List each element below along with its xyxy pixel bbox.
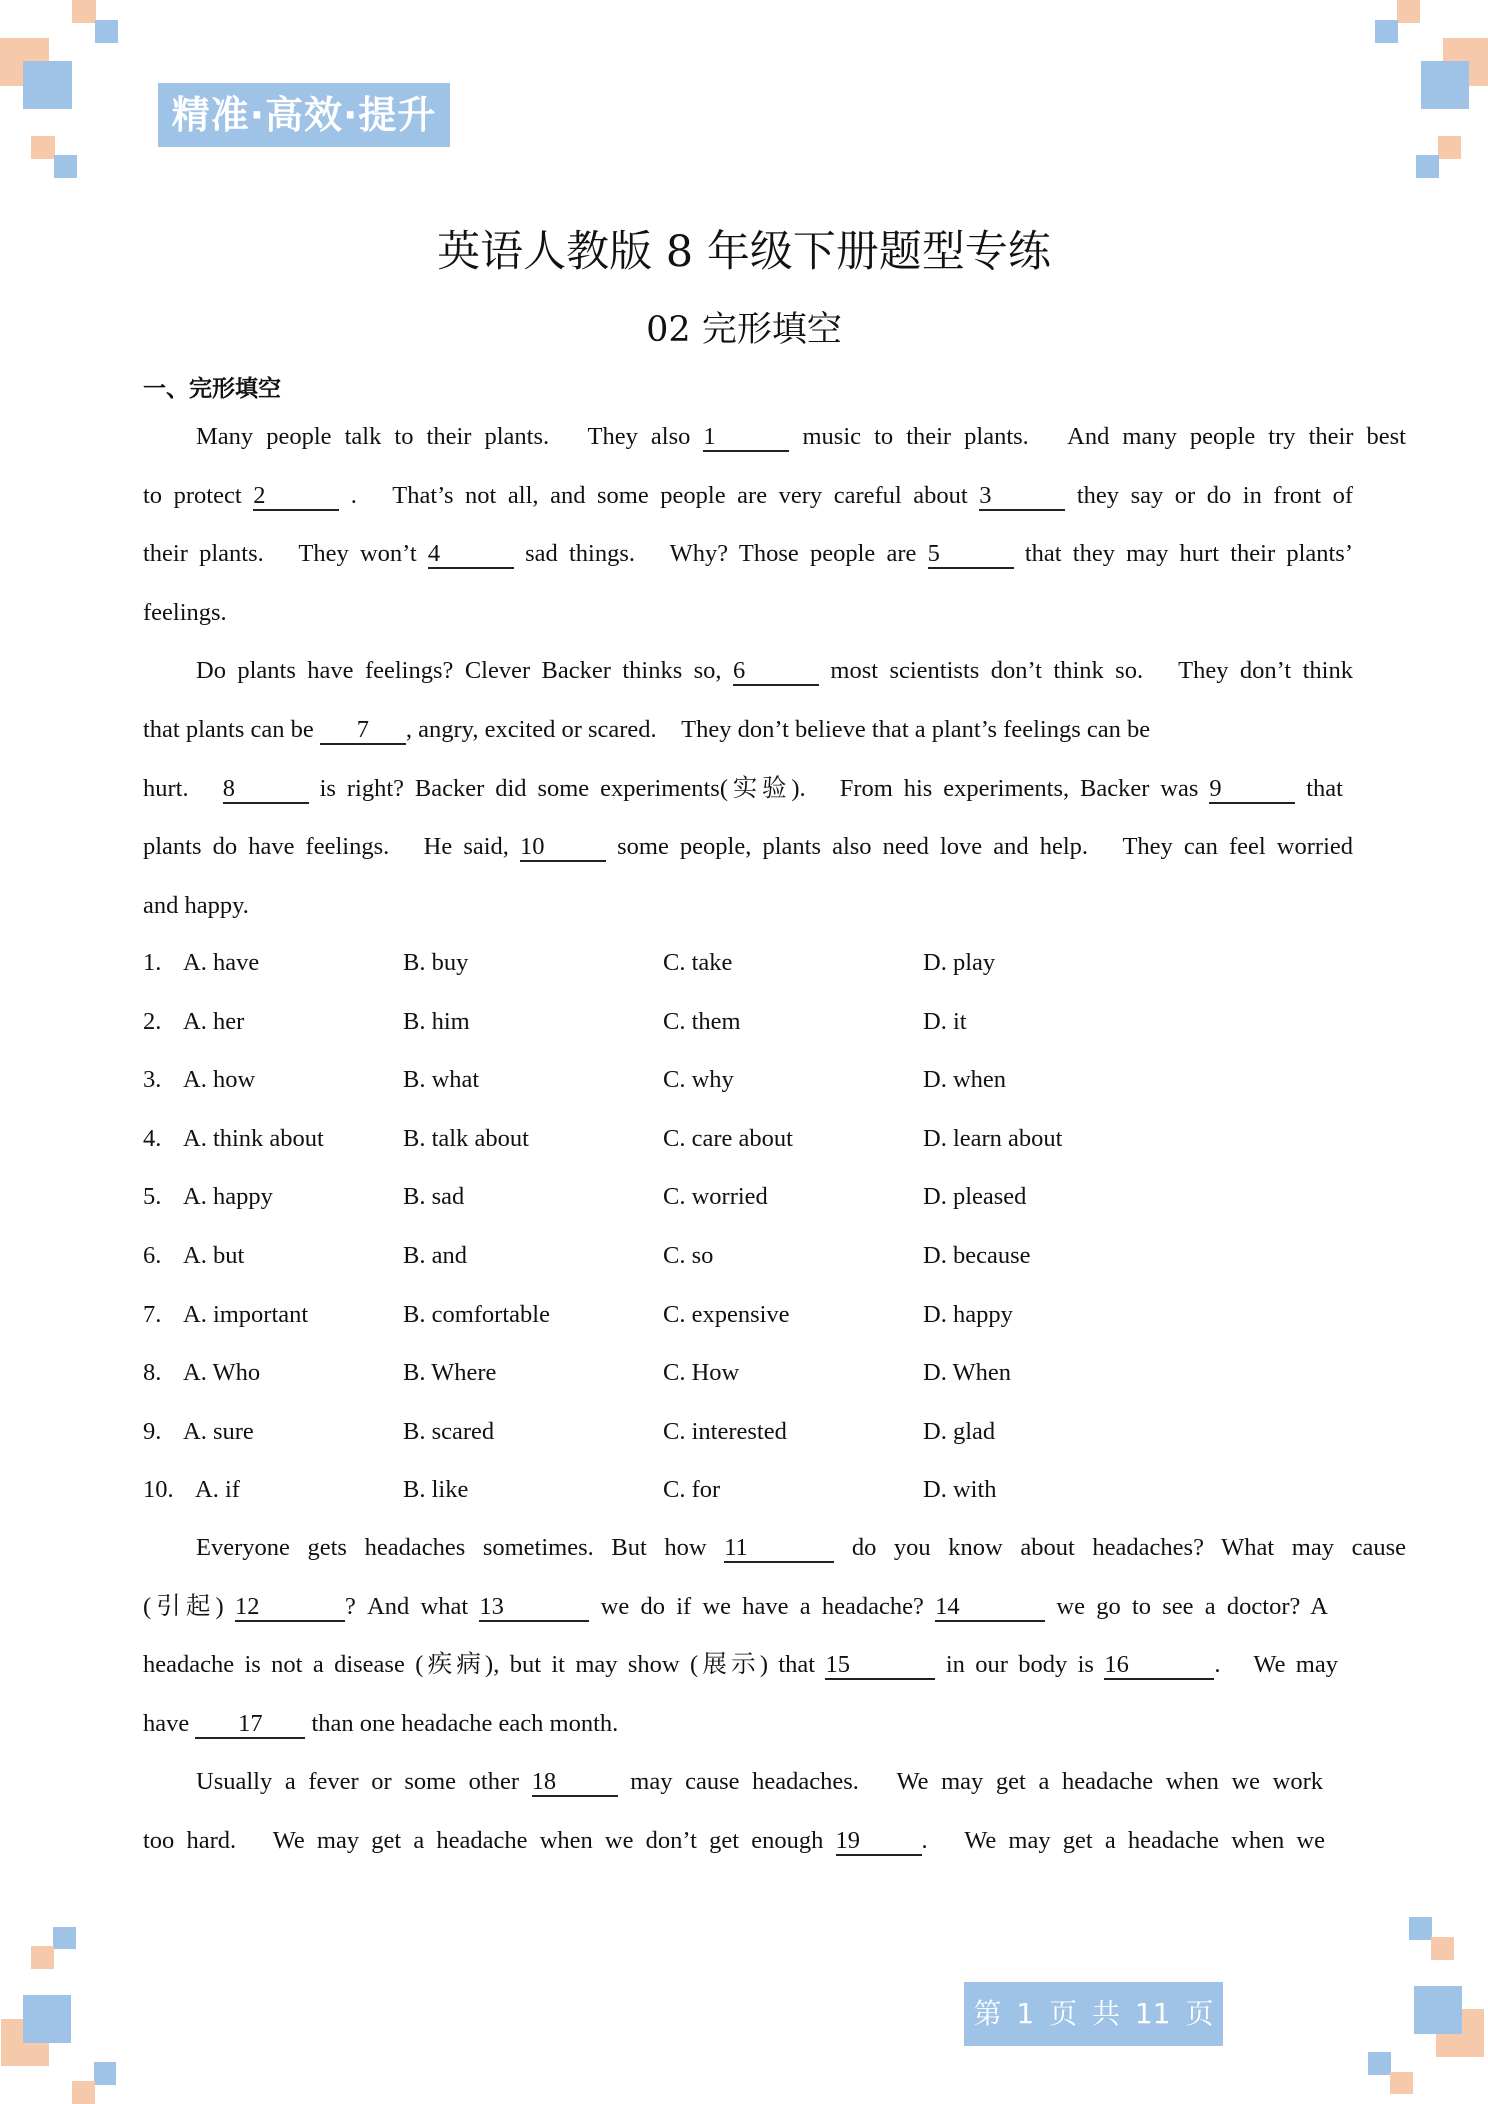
passage-line: Everyone gets headaches sometimes. But how 11 do you know about headaches? What may cause [196, 1534, 1406, 1561]
decor-square [1438, 136, 1461, 159]
option-a: A. important [183, 1300, 309, 1328]
question-number: 5. [143, 1183, 162, 1211]
option-c: C. them [663, 1007, 741, 1035]
option-c: C. expensive [663, 1300, 790, 1328]
passage-line: hurt. 8 is right? Backer did some experiments(实验). From his experiments, Backer was 9 that [143, 775, 1343, 802]
question-number: 1. [143, 949, 162, 976]
question-number: 6. [143, 1242, 162, 1269]
decor-square [72, 0, 96, 23]
document-title: 英语人教版 8 年级下册题型专练 [437, 227, 1051, 277]
document-subtitle: 02 完形填空 [646, 310, 842, 350]
decor-square [23, 1995, 71, 2043]
passage-line: (引起) 12 ? And what 13 we do if we have a headache? 14 we go to see a doctor? A [143, 1593, 1328, 1620]
passage-line: Many people talk to their plants. They also 1 music to their plants. And many people try their best [196, 423, 1406, 450]
option-b: B. talk about [403, 1124, 529, 1152]
answer-blank: 10 [520, 834, 606, 862]
option-d: D. with [923, 1476, 997, 1504]
decor-square [1397, 0, 1420, 23]
option-d: D. glad [923, 1417, 996, 1445]
option-c: C. why [663, 1066, 734, 1094]
question-number: 7. [143, 1300, 162, 1328]
option-c: C. How [663, 1359, 740, 1387]
option-c: C. care about [663, 1124, 793, 1152]
decor-square [23, 61, 72, 109]
option-b: B. buy [403, 949, 469, 976]
decor-square [31, 136, 55, 159]
option-a: A. happy [183, 1183, 273, 1211]
answer-blank: 8 [223, 776, 309, 804]
question-options-row [143, 1006, 1343, 1038]
option-d: D. play [923, 949, 996, 976]
option-d: D. learn about [923, 1124, 1063, 1152]
option-a: A. have [183, 949, 260, 976]
decor-square [53, 1927, 76, 1949]
decor-square [95, 20, 118, 43]
section-heading: 一、完形填空 [143, 376, 281, 402]
page-indicator: 第 1 页 共 11 页 [964, 1982, 1223, 2046]
answer-blank: 19 [836, 1828, 922, 1856]
option-c: C. for [663, 1476, 721, 1504]
option-b: B. sad [403, 1183, 465, 1211]
question-options-row [143, 1474, 1343, 1506]
passage-line: plants do have feelings. He said, 10 some people, plants also need love and help. They can feel worried [143, 833, 1353, 860]
answer-blank: 16 [1104, 1652, 1214, 1680]
passage-line: and happy. [143, 892, 249, 919]
decor-square [1431, 1937, 1454, 1960]
option-b: B. and [403, 1242, 467, 1269]
option-a: A. if [195, 1476, 240, 1504]
question-number: 2. [143, 1007, 162, 1035]
question-options-row [143, 1357, 1343, 1389]
option-b: B. Where [403, 1359, 497, 1387]
answer-blank: 13 [479, 1594, 589, 1622]
question-number: 4. [143, 1124, 162, 1152]
answer-blank: 14 [935, 1594, 1045, 1622]
decor-square [1421, 61, 1469, 109]
option-c: C. so [663, 1242, 714, 1269]
brand-banner: 精准·高效·提升 [158, 83, 450, 147]
option-a: A. her [183, 1007, 245, 1035]
passage-line: have 17 than one headache each month. [143, 1710, 619, 1737]
option-d: D. because [923, 1242, 1031, 1269]
answer-blank: 17 [195, 1711, 305, 1739]
option-a: A. how [183, 1066, 256, 1094]
decor-square [94, 2062, 116, 2085]
question-options-row [143, 1181, 1343, 1213]
question-number: 3. [143, 1066, 162, 1094]
option-a: A. think about [183, 1124, 324, 1152]
passage-line: headache is not a disease (疾病), but it may show (展示) that 15 in our body is 16 . We may [143, 1651, 1338, 1678]
option-d: D. When [923, 1359, 1011, 1387]
passage-line: Usually a fever or some other 18 may cause headaches. We may get a headache when we work [196, 1768, 1323, 1795]
option-c: C. interested [663, 1417, 787, 1445]
answer-blank: 11 [724, 1535, 834, 1563]
question-options-row [143, 1123, 1343, 1155]
answer-blank: 12 [235, 1594, 345, 1622]
decor-square [1414, 1986, 1462, 2034]
question-options-row [143, 1299, 1343, 1331]
question-number: 8. [143, 1359, 162, 1387]
passage-line: their plants. They won’t 4 sad things. Why? Those people are 5 that they may hurt their plants’ [143, 540, 1354, 567]
option-d: D. pleased [923, 1183, 1027, 1211]
answer-blank: 3 [979, 483, 1065, 511]
decor-square [31, 1946, 54, 1969]
passage-line: too hard. We may get a headache when we don’t get enough 19 . We may get a headache when we [143, 1827, 1325, 1854]
answer-blank: 6 [733, 658, 819, 686]
option-d: D. when [923, 1066, 1007, 1094]
option-d: D. it [923, 1007, 967, 1035]
option-c: C. worried [663, 1183, 768, 1211]
question-options-row [143, 947, 1343, 979]
answer-blank: 18 [532, 1769, 618, 1797]
decor-square [54, 155, 77, 178]
answer-blank: 5 [928, 541, 1014, 569]
answer-blank: 4 [428, 541, 514, 569]
decor-square [1368, 2052, 1391, 2075]
option-c: C. take [663, 949, 733, 976]
answer-blank: 9 [1209, 776, 1295, 804]
answer-blank: 1 [703, 424, 789, 452]
decor-square [72, 2081, 95, 2104]
question-number: 10. [143, 1476, 174, 1504]
option-b: B. what [403, 1066, 480, 1094]
question-options-row [143, 1064, 1343, 1096]
answer-blank: 15 [825, 1652, 935, 1680]
decor-square [1409, 1917, 1432, 1940]
passage-line: to protect 2 . That’s not all, and some people are very careful about 3 they say or do in front of [143, 482, 1354, 509]
option-a: A. Who [183, 1359, 261, 1387]
option-b: B. like [403, 1476, 469, 1504]
passage-line: feelings. [143, 599, 227, 626]
decor-square [1390, 2072, 1413, 2094]
answer-blank: 7 [320, 717, 406, 745]
option-b: B. scared [403, 1417, 495, 1445]
option-b: B. comfortable [403, 1300, 550, 1328]
passage-line: Do plants have feelings? Clever Backer thinks so, 6 most scientists don’t think so. They don’t think [196, 657, 1353, 684]
answer-blank: 2 [253, 483, 339, 511]
option-a: A. but [183, 1242, 245, 1269]
option-b: B. him [403, 1007, 470, 1035]
question-options-row [143, 1416, 1343, 1448]
option-a: A. sure [183, 1417, 254, 1445]
question-options-row [143, 1240, 1343, 1272]
decor-square [1375, 20, 1398, 43]
passage-line: that plants can be 7 , angry, excited or scared. They don’t believe that a plant’s feelings can be [143, 716, 1151, 743]
question-number: 9. [143, 1417, 162, 1445]
option-d: D. happy [923, 1300, 1013, 1328]
decor-square [1416, 155, 1439, 178]
